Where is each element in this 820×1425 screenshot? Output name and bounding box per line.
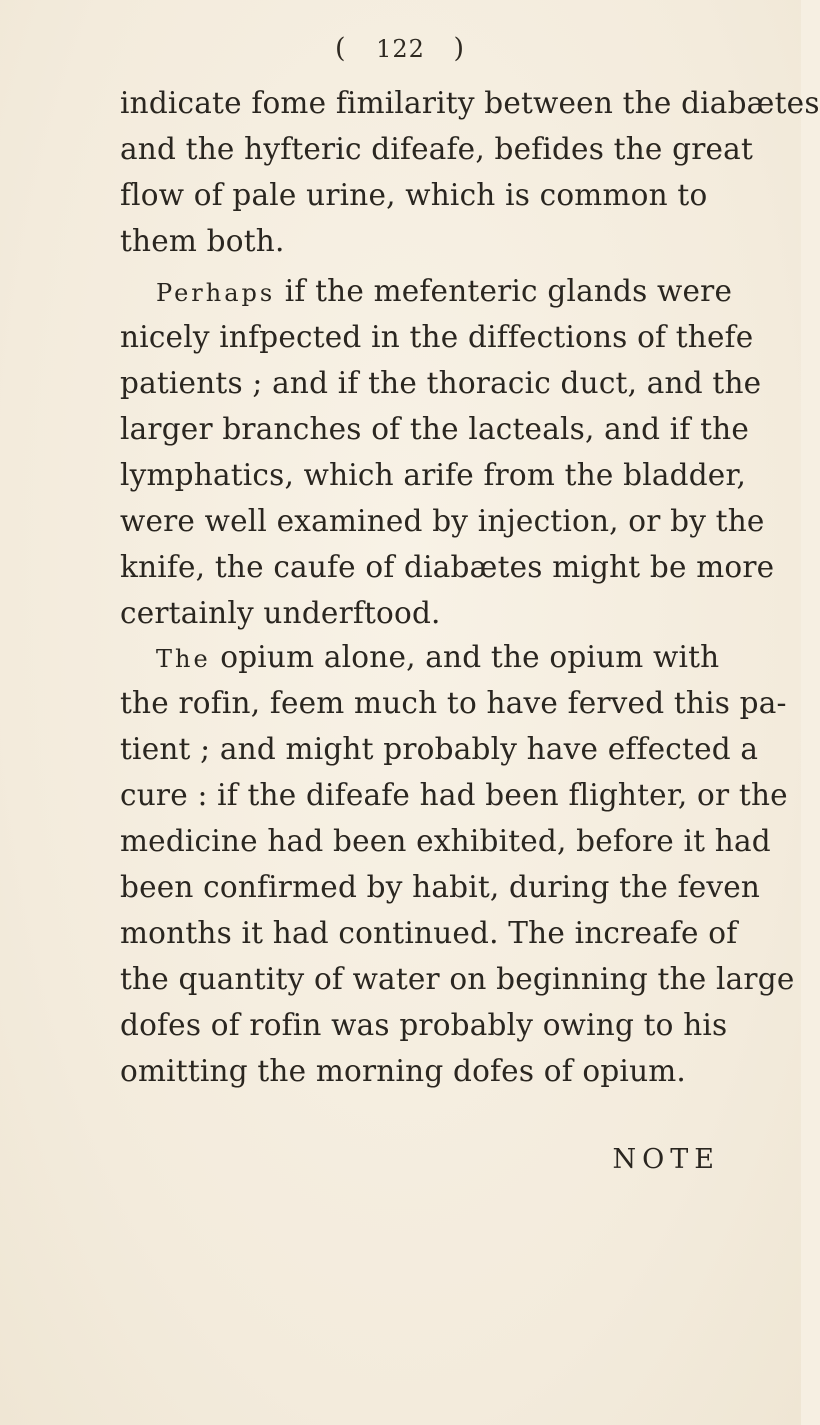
text-line: flow of pale urine, which is common to <box>120 178 708 212</box>
catchword: NOTE <box>612 1144 720 1175</box>
small-caps-lead: The <box>156 645 211 673</box>
text-line: the rofin, feem much to have ferved this pa- <box>120 686 787 720</box>
page-header <box>0 33 801 64</box>
header-open-paren: ( <box>334 33 348 64</box>
text-line: lymphatics, which arife from the bladder, <box>120 458 747 492</box>
text-line: were well examined by injection, or by the <box>120 504 765 538</box>
header-close-paren: ) <box>453 33 467 64</box>
text-line: knife, the caufe of diabætes might be more <box>120 550 775 584</box>
small-caps-lead: Perhaps <box>156 279 276 307</box>
text-line: tient ; and might probably have effected a <box>120 732 759 766</box>
text-line <box>120 268 733 314</box>
text-line: been confirmed by habit, during the feven <box>120 870 761 904</box>
text-line: patients ; and if the thoracic duct, and the <box>120 366 762 400</box>
text-line: medicine had been exhibited, before it had <box>120 824 771 858</box>
text-line-rest: if the mefenteric glands were <box>275 274 733 308</box>
text-line: months it had continued. The increafe of <box>120 916 738 950</box>
page-number: 122 <box>376 35 425 63</box>
text-line: and the hyfteric difeafe, befides the great <box>120 132 754 166</box>
text-line: omitting the morning dofes of opium. <box>120 1054 687 1088</box>
text-line: indicate fome fimilarity between the diabætes <box>120 86 820 120</box>
paragraph-3 <box>120 634 795 1094</box>
paragraph-2 <box>120 268 775 636</box>
text-line: the quantity of water on beginning the large <box>120 962 795 996</box>
paragraph-1 <box>120 80 820 264</box>
text-line-rest: opium alone, and the opium with <box>210 640 720 674</box>
text-line: certainly underftood. <box>120 596 441 630</box>
text-line: them both. <box>120 224 285 258</box>
text-line: larger branches of the lacteals, and if the <box>120 412 750 446</box>
text-line: dofes of rofin was probably owing to his <box>120 1008 728 1042</box>
text-line: cure : if the difeafe had been flighter, or the <box>120 778 788 812</box>
text-line <box>120 634 720 680</box>
text-line: nicely infpected in the diffections of thefe <box>120 320 754 354</box>
